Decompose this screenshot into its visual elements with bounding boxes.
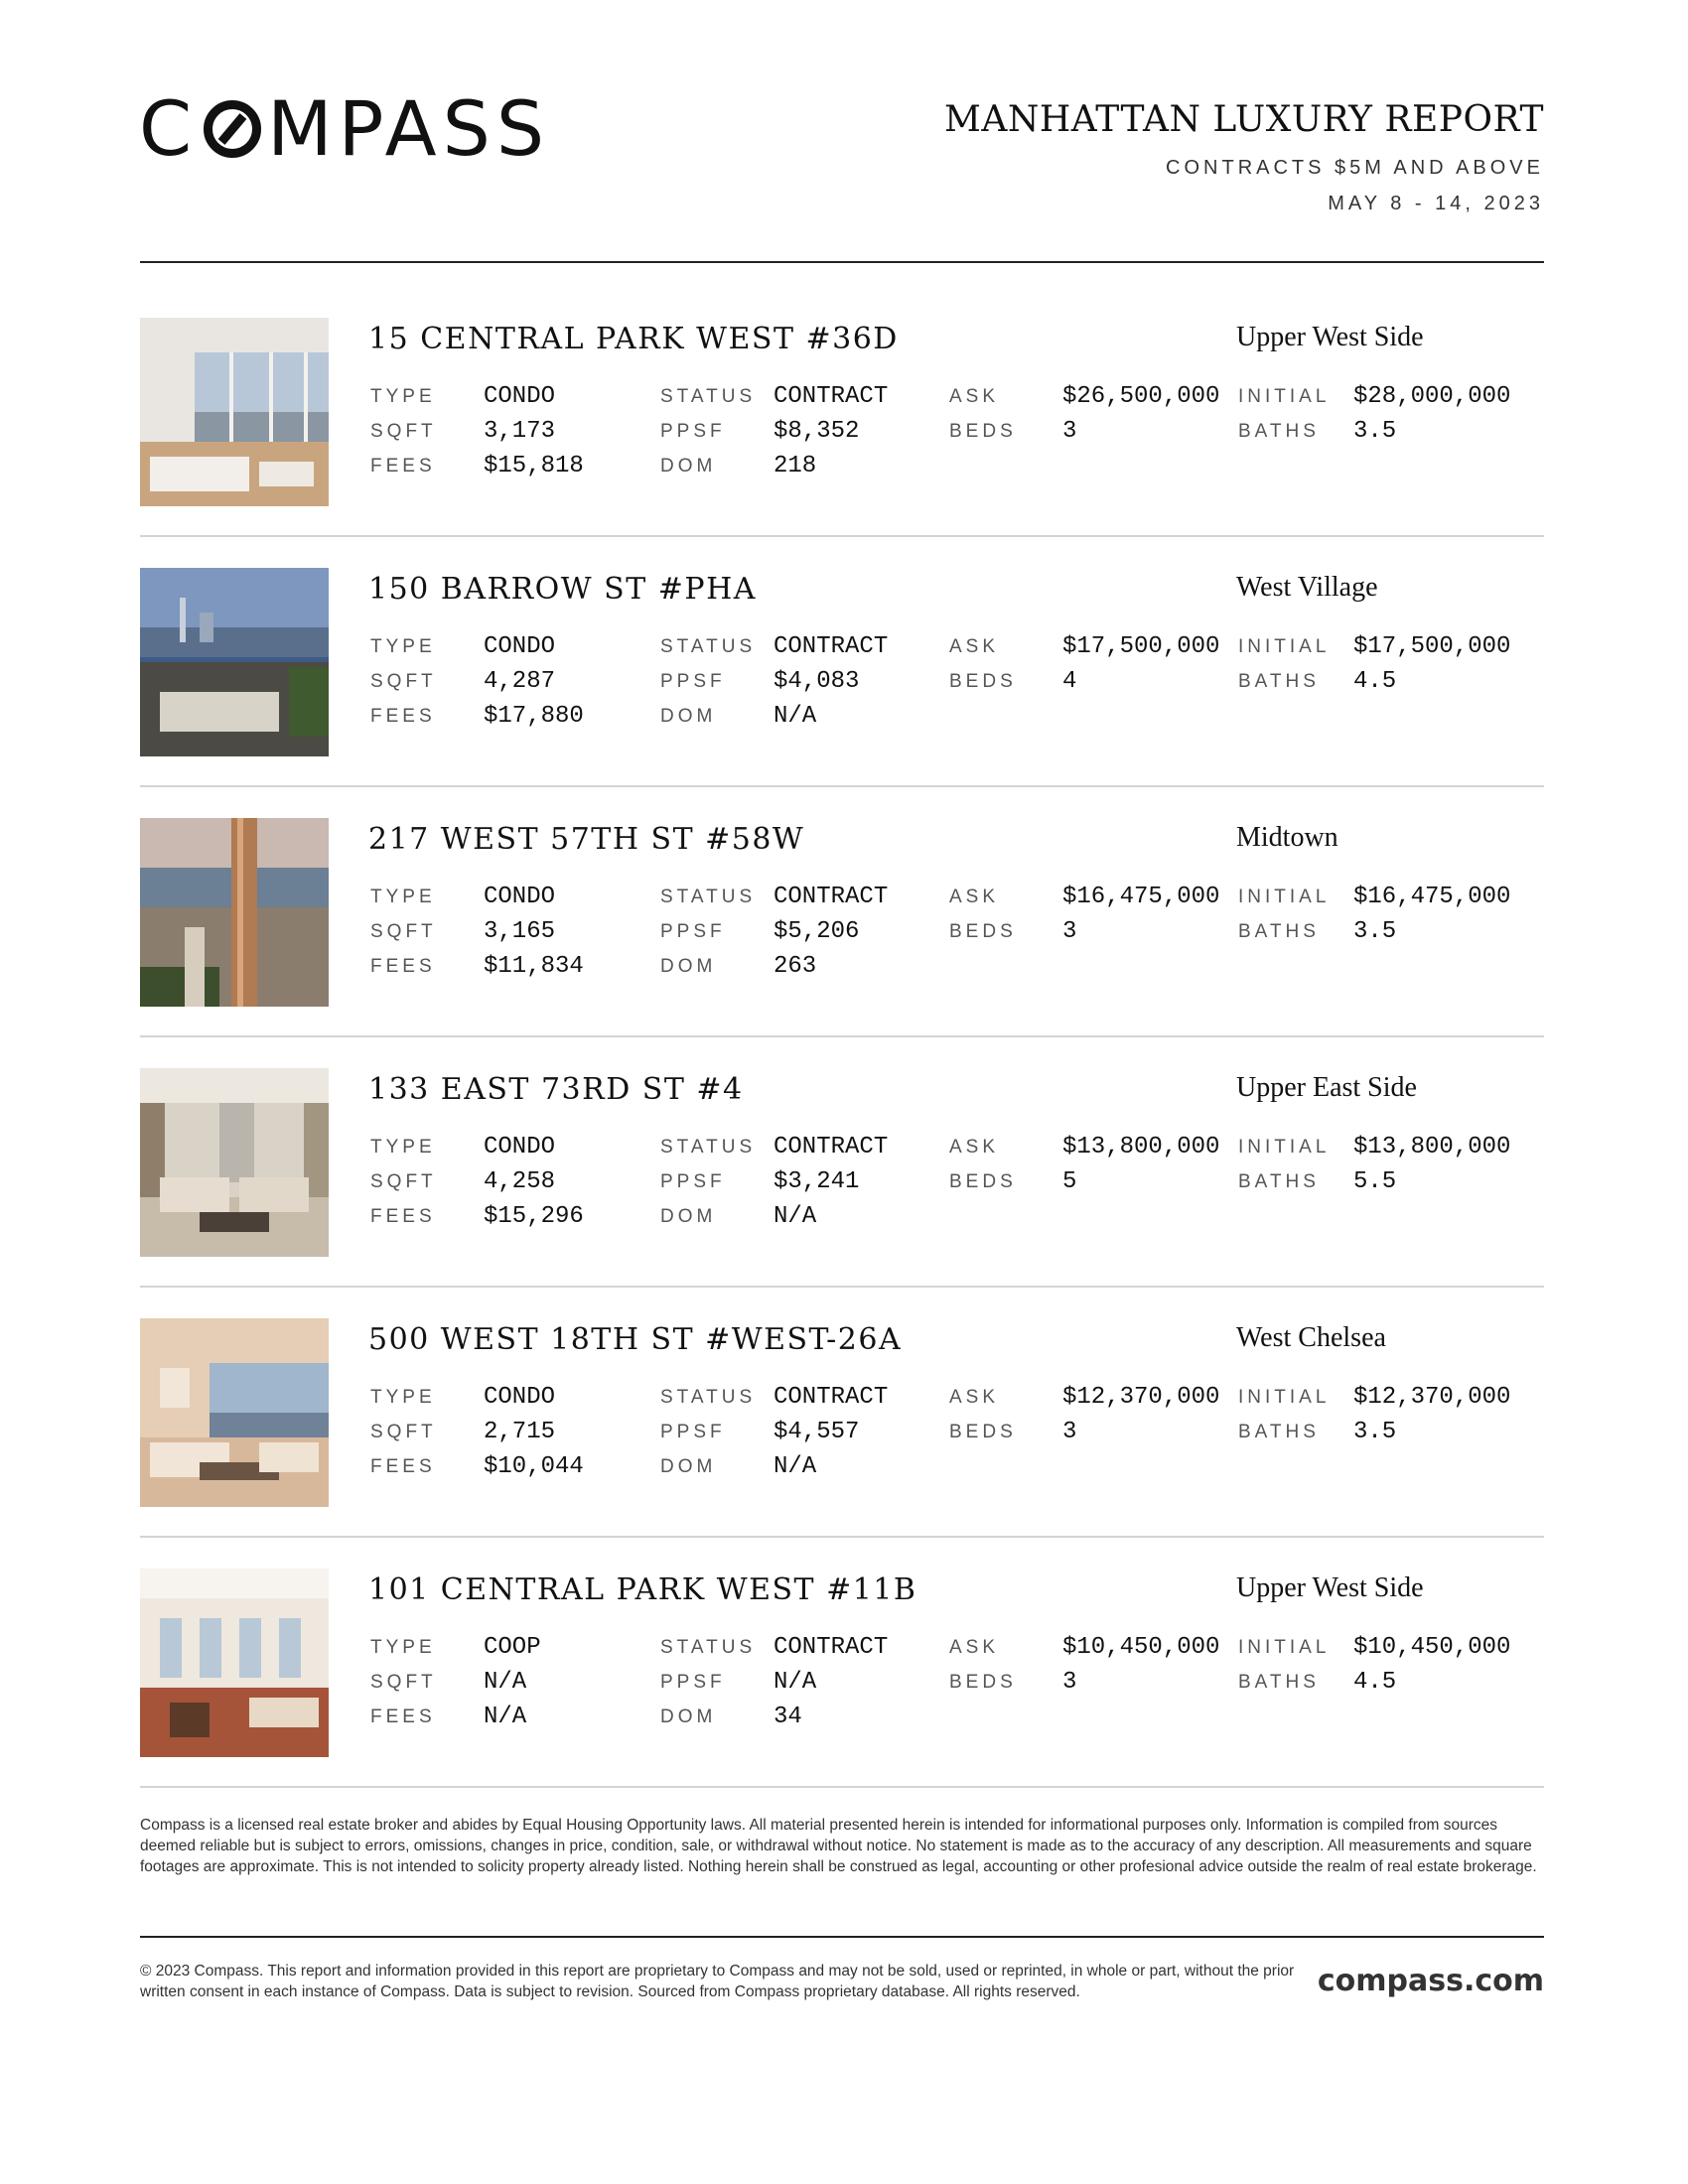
status-label: STATUS bbox=[660, 1387, 757, 1408]
beds-label: BEDS bbox=[949, 1672, 1017, 1693]
baths-value: 4.5 bbox=[1353, 1669, 1397, 1696]
type-value: CONDO bbox=[484, 884, 556, 910]
listing-address: 133 EAST 73RD ST #4 bbox=[368, 1072, 744, 1107]
website-link[interactable]: compass.com bbox=[1317, 1964, 1544, 1998]
beds-label: BEDS bbox=[949, 921, 1017, 942]
ask-value: $13,800,000 bbox=[1062, 1134, 1220, 1160]
beds-value: 3 bbox=[1062, 1669, 1077, 1696]
baths-label: BATHS bbox=[1238, 921, 1320, 942]
sqft-label: SQFT bbox=[370, 1672, 437, 1693]
ask-label: ASK bbox=[949, 636, 1000, 657]
listing-card bbox=[140, 1569, 1544, 1757]
type-value: CONDO bbox=[484, 1134, 556, 1160]
ppsf-label: PPSF bbox=[660, 921, 726, 942]
listing-address: 500 WEST 18TH ST #WEST-26A bbox=[368, 1322, 903, 1357]
sqft-value: 4,258 bbox=[484, 1168, 556, 1195]
beds-value: 3 bbox=[1062, 418, 1077, 445]
listing-photo bbox=[140, 1318, 329, 1507]
listing-neighborhood: Midtown bbox=[1236, 822, 1338, 853]
beds-label: BEDS bbox=[949, 421, 1017, 442]
initial-label: INITIAL bbox=[1238, 636, 1331, 657]
ppsf-label: PPSF bbox=[660, 1672, 726, 1693]
listing-address: 101 CENTRAL PARK WEST #11B bbox=[368, 1572, 917, 1607]
listing-neighborhood: Upper West Side bbox=[1236, 322, 1424, 352]
listing-card bbox=[140, 818, 1544, 1007]
initial-label: INITIAL bbox=[1238, 386, 1331, 407]
listing-divider bbox=[140, 1786, 1544, 1788]
listing-neighborhood: Upper East Side bbox=[1236, 1072, 1417, 1103]
sqft-label: SQFT bbox=[370, 1171, 437, 1192]
ppsf-label: PPSF bbox=[660, 671, 726, 692]
listing-address: 217 WEST 57TH ST #58W bbox=[368, 822, 805, 857]
listing-photo bbox=[140, 318, 329, 506]
status-value: CONTRACT bbox=[774, 1384, 889, 1411]
report-subtitle: CONTRACTS $5M AND ABOVE bbox=[1166, 157, 1544, 179]
dom-label: DOM bbox=[660, 1456, 717, 1477]
fees-value: $15,818 bbox=[484, 453, 584, 479]
initial-label: INITIAL bbox=[1238, 1137, 1331, 1158]
ask-label: ASK bbox=[949, 1387, 1000, 1408]
dom-label: DOM bbox=[660, 706, 717, 727]
initial-value: $28,000,000 bbox=[1353, 383, 1511, 410]
fees-value: $17,880 bbox=[484, 703, 584, 730]
sqft-label: SQFT bbox=[370, 671, 437, 692]
dom-value: N/A bbox=[774, 1203, 817, 1230]
listing-photo bbox=[140, 818, 329, 1007]
sqft-label: SQFT bbox=[370, 1422, 437, 1442]
type-label: TYPE bbox=[370, 1637, 436, 1658]
status-value: CONTRACT bbox=[774, 1134, 889, 1160]
baths-value: 5.5 bbox=[1353, 1168, 1397, 1195]
baths-label: BATHS bbox=[1238, 1672, 1320, 1693]
type-value: COOP bbox=[484, 1634, 541, 1661]
dom-label: DOM bbox=[660, 1206, 717, 1227]
fees-label: FEES bbox=[370, 1706, 436, 1727]
listing-card bbox=[140, 568, 1544, 756]
baths-label: BATHS bbox=[1238, 1171, 1320, 1192]
ppsf-label: PPSF bbox=[660, 421, 726, 442]
listing-divider bbox=[140, 1536, 1544, 1538]
fees-label: FEES bbox=[370, 1206, 436, 1227]
beds-value: 5 bbox=[1062, 1168, 1077, 1195]
initial-value: $12,370,000 bbox=[1353, 1384, 1511, 1411]
beds-label: BEDS bbox=[949, 671, 1017, 692]
sqft-value: N/A bbox=[484, 1669, 527, 1696]
ask-label: ASK bbox=[949, 887, 1000, 907]
dom-value: N/A bbox=[774, 703, 817, 730]
beds-label: BEDS bbox=[949, 1171, 1017, 1192]
compass-logo: C MPASS bbox=[139, 84, 551, 173]
type-value: CONDO bbox=[484, 1384, 556, 1411]
ppsf-value: $4,557 bbox=[774, 1419, 860, 1445]
ask-value: $16,475,000 bbox=[1062, 884, 1220, 910]
fees-label: FEES bbox=[370, 1456, 436, 1477]
ask-label: ASK bbox=[949, 1137, 1000, 1158]
dom-value: N/A bbox=[774, 1453, 817, 1480]
listing-card bbox=[140, 1068, 1544, 1257]
ask-value: $26,500,000 bbox=[1062, 383, 1220, 410]
listing-address: 15 CENTRAL PARK WEST #36D bbox=[368, 322, 899, 356]
type-label: TYPE bbox=[370, 887, 436, 907]
type-label: TYPE bbox=[370, 386, 436, 407]
sqft-label: SQFT bbox=[370, 921, 437, 942]
dom-value: 34 bbox=[774, 1704, 802, 1730]
initial-value: $17,500,000 bbox=[1353, 633, 1511, 660]
listing-photo bbox=[140, 1569, 329, 1757]
ppsf-label: PPSF bbox=[660, 1422, 726, 1442]
type-value: CONDO bbox=[484, 633, 556, 660]
sqft-label: SQFT bbox=[370, 421, 437, 442]
listing-card bbox=[140, 1318, 1544, 1507]
fees-label: FEES bbox=[370, 456, 436, 477]
baths-value: 3.5 bbox=[1353, 418, 1397, 445]
baths-label: BATHS bbox=[1238, 421, 1320, 442]
type-value: CONDO bbox=[484, 383, 556, 410]
dom-label: DOM bbox=[660, 1706, 717, 1727]
type-label: TYPE bbox=[370, 1387, 436, 1408]
status-value: CONTRACT bbox=[774, 884, 889, 910]
dom-label: DOM bbox=[660, 456, 717, 477]
status-label: STATUS bbox=[660, 1137, 757, 1158]
fees-value: $10,044 bbox=[484, 1453, 584, 1480]
ppsf-value: $3,241 bbox=[774, 1168, 860, 1195]
ask-label: ASK bbox=[949, 386, 1000, 407]
listing-neighborhood: West Village bbox=[1236, 572, 1378, 603]
listing-photo bbox=[140, 568, 329, 756]
listing-card bbox=[140, 318, 1544, 506]
ppsf-label: PPSF bbox=[660, 1171, 726, 1192]
ask-value: $12,370,000 bbox=[1062, 1384, 1220, 1411]
compass-o-icon bbox=[204, 100, 261, 158]
sqft-value: 3,165 bbox=[484, 918, 556, 945]
status-label: STATUS bbox=[660, 636, 757, 657]
initial-label: INITIAL bbox=[1238, 1387, 1331, 1408]
type-label: TYPE bbox=[370, 1137, 436, 1158]
ask-label: ASK bbox=[949, 1637, 1000, 1658]
baths-label: BATHS bbox=[1238, 671, 1320, 692]
beds-value: 3 bbox=[1062, 918, 1077, 945]
status-label: STATUS bbox=[660, 1637, 757, 1658]
beds-value: 3 bbox=[1062, 1419, 1077, 1445]
ppsf-value: $4,083 bbox=[774, 668, 860, 695]
listing-divider bbox=[140, 785, 1544, 787]
ppsf-value: $8,352 bbox=[774, 418, 860, 445]
listing-divider bbox=[140, 1035, 1544, 1037]
sqft-value: 3,173 bbox=[484, 418, 556, 445]
fees-value: $11,834 bbox=[484, 953, 584, 980]
listing-address: 150 BARROW ST #PHA bbox=[368, 572, 757, 607]
beds-label: BEDS bbox=[949, 1422, 1017, 1442]
sqft-value: 2,715 bbox=[484, 1419, 556, 1445]
type-label: TYPE bbox=[370, 636, 436, 657]
copyright-notice: © 2023 Compass. This report and information provided in this report are proprietary to Compass and may not be sold, used or reprinted, in whole or part, without the prior written consent in each instance of Compass. Data is subject to revision. Sourced from Compass proprietary database. All rights reserved. bbox=[140, 1963, 1295, 2000]
status-value: CONTRACT bbox=[774, 633, 889, 660]
fees-value: N/A bbox=[484, 1704, 527, 1730]
ppsf-value: $5,206 bbox=[774, 918, 860, 945]
dom-value: 263 bbox=[774, 953, 817, 980]
dom-value: 218 bbox=[774, 453, 817, 479]
ask-value: $10,450,000 bbox=[1062, 1634, 1220, 1661]
beds-value: 4 bbox=[1062, 668, 1077, 695]
baths-label: BATHS bbox=[1238, 1422, 1320, 1442]
status-label: STATUS bbox=[660, 887, 757, 907]
listing-neighborhood: Upper West Side bbox=[1236, 1572, 1424, 1603]
footer-divider bbox=[140, 1936, 1544, 1938]
listing-photo bbox=[140, 1068, 329, 1257]
ppsf-value: N/A bbox=[774, 1669, 817, 1696]
dom-label: DOM bbox=[660, 956, 717, 977]
fees-label: FEES bbox=[370, 956, 436, 977]
status-value: CONTRACT bbox=[774, 383, 889, 410]
initial-value: $10,450,000 bbox=[1353, 1634, 1511, 1661]
sqft-value: 4,287 bbox=[484, 668, 556, 695]
initial-value: $13,800,000 bbox=[1353, 1134, 1511, 1160]
initial-value: $16,475,000 bbox=[1353, 884, 1511, 910]
listing-neighborhood: West Chelsea bbox=[1236, 1322, 1386, 1353]
ask-value: $17,500,000 bbox=[1062, 633, 1220, 660]
header-divider bbox=[140, 261, 1544, 263]
legal-disclaimer: Compass is a licensed real estate broker and abides by Equal Housing Opportunity laws. All material presented herein is intended for informational purposes only. Information is compiled from sources deemed reliable but is subject to errors, omissions, changes in price, condition, sale, or withdrawal without notice. No statement is made as to the accuracy of any description. All measurements and square footages are approximate. This is not intended to solicity property already listed. Nothing herein shall be construed as legal, accounting or other profesional advice outside the realm of real estate brokerage. bbox=[140, 1817, 1537, 1875]
baths-value: 3.5 bbox=[1353, 918, 1397, 945]
baths-value: 4.5 bbox=[1353, 668, 1397, 695]
listing-divider bbox=[140, 535, 1544, 537]
report-title: MANHATTAN LUXURY REPORT bbox=[943, 99, 1544, 140]
listing-divider bbox=[140, 1286, 1544, 1288]
fees-value: $15,296 bbox=[484, 1203, 584, 1230]
fees-label: FEES bbox=[370, 706, 436, 727]
report-date-range: MAY 8 - 14, 2023 bbox=[1328, 193, 1544, 214]
initial-label: INITIAL bbox=[1238, 887, 1331, 907]
status-value: CONTRACT bbox=[774, 1634, 889, 1661]
baths-value: 3.5 bbox=[1353, 1419, 1397, 1445]
initial-label: INITIAL bbox=[1238, 1637, 1331, 1658]
status-label: STATUS bbox=[660, 386, 757, 407]
